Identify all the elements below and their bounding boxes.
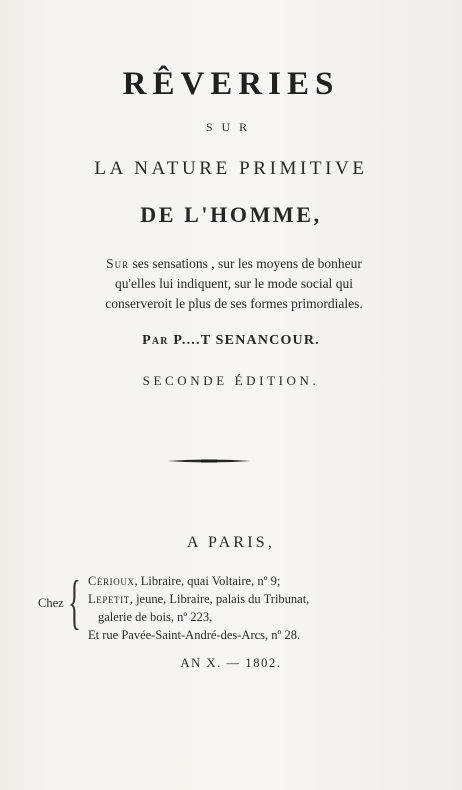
title-line-nature: LA NATURE PRIMITIVE [94, 158, 368, 179]
author-par: Par [142, 333, 169, 348]
publisher-line-1 [88, 572, 458, 590]
imprint-date: AN X. — 1802. [180, 656, 282, 670]
publisher-line-4: Et rue Pavée-Saint-André-des-Arcs, nº 28. [88, 628, 301, 642]
ornamental-rule [167, 458, 251, 464]
title-line-homme: DE L'HOMME, [140, 202, 322, 227]
publisher-block [88, 572, 458, 644]
publisher-name-1: Cérioux [88, 574, 135, 588]
publisher-line-2 [88, 590, 458, 608]
chez-label: Chez [38, 596, 64, 610]
publisher-line-1-rest: , Libraire, quai Voltaire, nº 9; [134, 574, 281, 588]
imprint-place: A PARIS, [186, 534, 276, 551]
subtitle-line-3: conserveroit le plus de ses formes primordiales. [105, 296, 363, 311]
publisher-name-2: Lepetit [88, 592, 130, 606]
edition: SECONDE ÉDITION. [142, 373, 320, 388]
subtitle [24, 254, 444, 314]
author-line [0, 333, 462, 349]
publisher-line-3: galerie de bois, nº 223, [98, 610, 213, 624]
book-title: RÊVERIES [122, 66, 340, 102]
subtitle-first-word: Sur [106, 256, 130, 271]
brace-icon: { [68, 569, 81, 635]
publisher-line-2-rest: , jeune, Libraire, palais du Tribunat, [129, 592, 310, 606]
author-name: P....T SENANCOUR. [168, 333, 320, 348]
subtitle-line-1 [24, 254, 444, 274]
subtitle-line-1-rest: ses sensations , sur les moyens de bonheur [129, 256, 362, 271]
title-connector: SUR [205, 120, 257, 134]
subtitle-line-2: qu'elles lui indiquent, sur le mode social qui [115, 276, 353, 291]
